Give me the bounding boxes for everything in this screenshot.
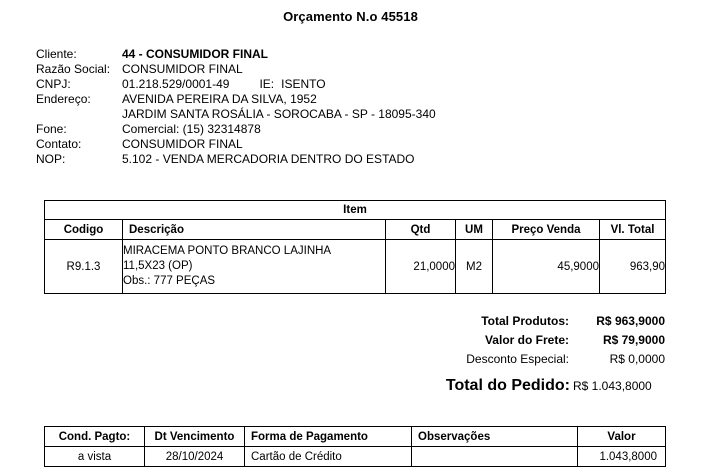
descricao-line-1: MIRACEMA PONTO BRANCO LAJINHA bbox=[123, 245, 332, 257]
header-dt-vencimento: Dt Vencimento bbox=[145, 427, 245, 447]
label-cnpj: CNPJ: bbox=[36, 77, 71, 91]
customer-row-contato bbox=[36, 137, 656, 152]
payment-table-header-row bbox=[45, 427, 666, 447]
value-total-pedido: R$ 1.043,8000 bbox=[573, 379, 652, 393]
header-cond-pagto: Cond. Pagto: bbox=[45, 427, 145, 447]
cell-descricao bbox=[123, 240, 386, 294]
value-contato: CONSUMIDOR FINAL bbox=[122, 137, 243, 151]
value-total-produtos: R$ 963,9000 bbox=[596, 314, 665, 328]
customer-row-endereco-continuation bbox=[36, 107, 656, 122]
value-cnpj: 01.218.529/0001-49 bbox=[122, 77, 230, 91]
value-endereco: AVENIDA PEREIRA DA SILVA, 1952 bbox=[122, 92, 317, 106]
total-pedido-row bbox=[380, 374, 665, 398]
cell-cond-pagto: a vista bbox=[45, 447, 145, 467]
table-row bbox=[45, 240, 666, 294]
payment-table bbox=[44, 426, 666, 467]
total-produtos-row bbox=[380, 312, 665, 331]
customer-row-cnpj bbox=[36, 77, 656, 92]
value-endereco-continuation: JARDIM SANTA ROSÁLIA - SOROCABA - SP - 18095-340 bbox=[122, 107, 436, 121]
descricao-line-2: 11,5X23 (OP) bbox=[123, 260, 193, 272]
cell-qtd: 21,0000 bbox=[386, 240, 456, 294]
label-fone: Fone: bbox=[36, 122, 67, 136]
header-vl-total: Vl. Total bbox=[600, 220, 666, 240]
cell-forma-pagamento: Cartão de Crédito bbox=[245, 447, 412, 467]
cell-dt-vencimento: 28/10/2024 bbox=[145, 447, 245, 467]
label-valor-frete: Valor do Frete: bbox=[484, 333, 569, 347]
cell-codigo: R9.1.3 bbox=[45, 240, 123, 294]
header-forma-pagamento: Forma de Pagamento bbox=[245, 427, 412, 447]
value-fone: Comercial: (15) 32314878 bbox=[122, 122, 261, 136]
page-title: Orçamento N.o 45518 bbox=[283, 9, 418, 24]
item-table-section-row bbox=[45, 201, 666, 220]
cell-preco-venda: 45,9000 bbox=[493, 240, 600, 294]
label-contato: Contato: bbox=[36, 137, 82, 151]
value-valor-frete: R$ 79,9000 bbox=[602, 333, 665, 347]
label-cliente: Cliente: bbox=[36, 47, 77, 61]
header-valor: Valor bbox=[578, 427, 666, 447]
item-table-header-row bbox=[45, 220, 666, 240]
table-row bbox=[45, 447, 666, 467]
label-razao-social: Razão Social: bbox=[36, 62, 111, 76]
customer-row-fone bbox=[36, 122, 656, 137]
cell-observacoes bbox=[412, 447, 578, 467]
totals-block bbox=[380, 312, 665, 398]
header-descricao: Descrição bbox=[123, 220, 386, 240]
label-nop: NOP: bbox=[36, 152, 66, 166]
value-razao-social: CONSUMIDOR FINAL bbox=[122, 62, 243, 76]
customer-row-razao-social bbox=[36, 62, 656, 77]
header-um: UM bbox=[456, 220, 493, 240]
label-total-pedido: Total do Pedido: bbox=[445, 377, 570, 394]
value-desconto-especial: R$ 0,0000 bbox=[609, 352, 665, 366]
label-endereco: Endereço: bbox=[36, 92, 91, 106]
descricao-line-3: Obs.: 777 PEÇAS bbox=[123, 275, 216, 287]
valor-frete-row bbox=[380, 331, 665, 350]
header-qtd: Qtd bbox=[386, 220, 456, 240]
label-total-produtos: Total Produtos: bbox=[481, 314, 569, 328]
customer-row-nop bbox=[36, 152, 656, 167]
customer-row-cliente bbox=[36, 47, 656, 62]
header-codigo: Codigo bbox=[45, 220, 123, 240]
desconto-especial-row bbox=[380, 350, 665, 369]
cell-valor: 1.043,8000 bbox=[578, 447, 666, 467]
value-nop: 5.102 - VENDA MERCADORIA DENTRO DO ESTADO bbox=[122, 152, 415, 166]
customer-info-block bbox=[36, 47, 656, 167]
label-ie: IE: bbox=[259, 77, 275, 91]
value-cliente: 44 - CONSUMIDOR FINAL bbox=[122, 47, 269, 61]
cell-vl-total: 963,90 bbox=[600, 240, 666, 294]
cell-um: M2 bbox=[456, 240, 493, 294]
item-table bbox=[44, 200, 666, 294]
item-table-section-title: Item bbox=[45, 201, 666, 220]
label-desconto-especial: Desconto Especial: bbox=[466, 352, 569, 366]
header-observacoes: Observações bbox=[412, 427, 578, 447]
header-preco-venda: Preço Venda bbox=[493, 220, 600, 240]
customer-row-endereco bbox=[36, 92, 656, 107]
value-ie: ISENTO bbox=[281, 77, 326, 91]
